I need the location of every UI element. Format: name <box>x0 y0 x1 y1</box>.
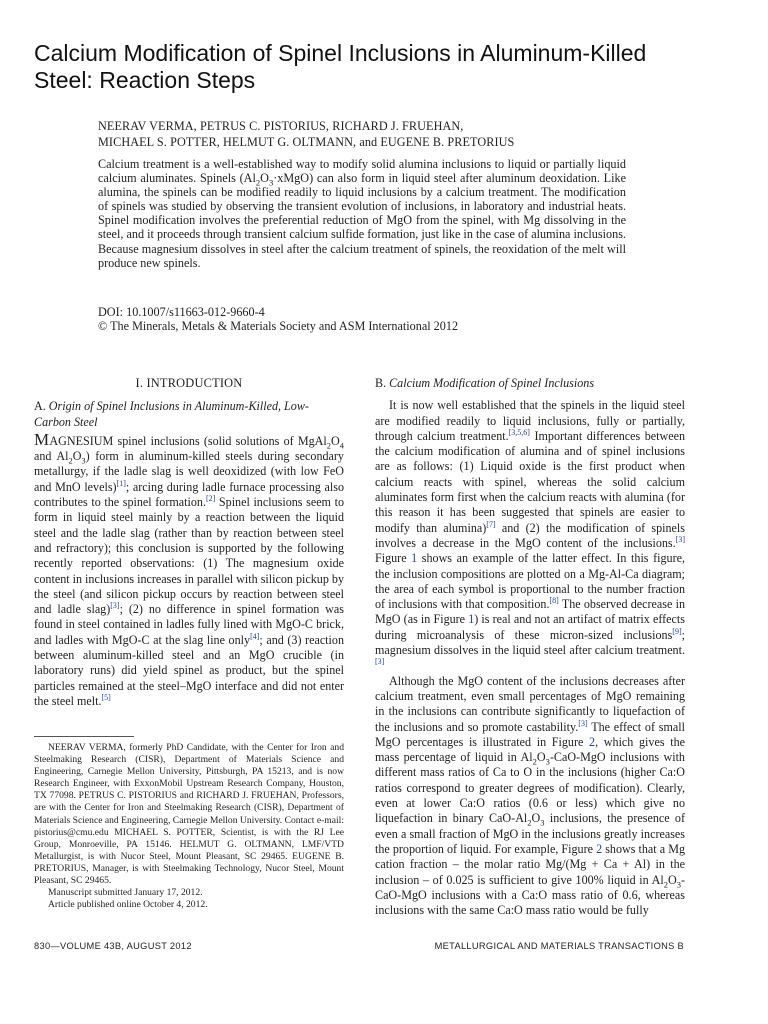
body-text: ; magnesium dissolves in the liquid steel after calcium treatment. <box>375 627 685 658</box>
title-line-1: Calcium Modification of Spinel Inclusions in Aluminum-Killed <box>34 40 647 66</box>
body-text: The observed decrease in MgO (as in Figure <box>375 597 685 627</box>
body-text: AGNESIUM <box>49 433 114 448</box>
body-text: spinel inclusions (solid solutions of MgAl <box>113 433 327 448</box>
left-column <box>34 376 344 709</box>
figure-link[interactable]: 2 <box>589 734 596 749</box>
citation-link[interactable]: [7] <box>486 519 496 529</box>
body-text: -CaO-MgO inclusions with a Ca:O mass ratio of 0.6, whereas inclusions with the same Ca:O mass ratio would be fully <box>375 872 685 918</box>
subsection-heading-a <box>34 399 344 430</box>
body-text: inclusions, the presence of even a small fraction of MgO in the inclusions greatly increases the proportion of liquid. For example, Figure <box>375 811 685 856</box>
body-text: ; arcing during ladle furnace processing also contributes to the spinel formation. <box>34 479 344 510</box>
body-text: Spinel inclusions seem to form in liquid steel mainly by a reaction between the liquid steel and the ladle slag (rather than by reaction between steel and refractory); this conclusion is supported by the following recently reported observations: (1) The magnesium oxide content in inclusions increases in parallel with silicon pickup by the steel (and silicon pickup occurs by reaction between steel and ladle slag) <box>34 495 345 617</box>
citation-link[interactable]: [3] <box>675 534 685 544</box>
body-text: shows that a Mg cation fraction – the molar ratio Mg/(Mg + Ca + Al) in the inclusion – of 0.025 is sufficient to give 100% liquid in Al <box>375 841 685 887</box>
subscript: 3 <box>268 177 274 188</box>
author-affiliations-footnote <box>34 742 344 911</box>
subscript: 2 <box>255 177 261 188</box>
citation-link[interactable]: [4] <box>250 631 260 641</box>
citation-link[interactable]: [3] <box>375 657 385 667</box>
body-text: -CaO-MgO inclusions with different mass ratios of Ca to O in the inclusions (higher Ca:O ratios correspond to greater degrees of modification). Clearly, even at lower Ca:O ratios (0.6 or less) which give no liquefaction in binary CaO-Al <box>375 750 685 826</box>
body-text: O <box>331 433 340 448</box>
page-footer-journal: METALLURGICAL AND MATERIALS TRANSACTIONS B <box>434 941 684 951</box>
body-text: shows an example of the latter effect. In this figure, the inclusion compositions are plotted on a Mg-Al-Ca diagram; the area of each symbol is proportional to the number fraction of inclusions with that composition. <box>375 551 685 612</box>
abstract <box>98 157 626 270</box>
body-text: O <box>72 449 82 464</box>
body-text: O <box>536 750 546 765</box>
subscript: 2 <box>532 756 537 767</box>
footnote-divider <box>34 736 134 737</box>
citation-link[interactable]: [3] <box>578 718 588 728</box>
intro-paragraph <box>34 429 345 709</box>
subscript: 2 <box>326 440 332 451</box>
copyright-notice: © The Minerals, Metals & Materials Society and ASM International 2012 <box>98 319 459 334</box>
citation-link[interactable]: [8] <box>549 596 559 606</box>
figure-link[interactable]: 2 <box>596 841 603 856</box>
doi-block <box>98 305 598 333</box>
figure-link[interactable]: 1 <box>411 551 418 566</box>
author-list <box>98 118 658 150</box>
body-text: ; (2) no difference in spinel formation was found in steel contained in ladles fully lined with MgO-C brick, and ladles with MgO-C at the slag line only <box>34 602 344 647</box>
subscript: 2 <box>663 878 668 889</box>
figure-link[interactable]: 1 <box>468 612 475 627</box>
body-text: Important differences between the calcium modification of alumina and of spinel inclusions are as follows: (1) Liquid oxide is the first product when calcium reacts with spinel, whereas the solid calcium aluminates form first when the calcium reacts with alumina (for this reason it has been suggested that spinels are easier to modify than alumina) <box>375 428 686 535</box>
authors-line-2: MICHAEL S. POTTER, HELMUT G. OLTMANN, and EUGENE B. PRETORIUS <box>98 135 515 149</box>
subscript: 4 <box>339 440 344 451</box>
body-paragraph-2 <box>375 674 685 919</box>
subscript: 2 <box>68 455 73 466</box>
citation-link[interactable]: [1] <box>116 478 126 488</box>
body-text: It is now well established that the spinels in the liquid steel are modified readily to liquid inclusions, fully or partially, through calcium treatment. <box>375 398 685 443</box>
body-text: Figure <box>375 551 412 566</box>
published-date: Article published online October 4, 2012. <box>48 899 208 911</box>
body-text: and (2) the modification of spinels involves a decrease in the MgO content of the inclusions. <box>375 520 685 550</box>
abstract-text: ·xMgO) can also form in liquid steel after aluminum deoxidation. Like alumina, the spinels can be modified readily to liquid inclusions by a calcium treatment. The modification of spinels was studied by observing the transient evolution of inclusions, in laboratory and industrial heats. Spinel modification involves the preferential reduction of MgO from the spinel, with Mg dissolving in the steel, and it proceeds through transient calcium sulfide formation, just like in the case of alumina inclusions. Because magnesium dissolves in steel after the calcium treatment of spinels, the reoxidation of the melt will produce new spinels. <box>98 171 626 270</box>
body-paragraph-1 <box>375 398 685 673</box>
citation-link[interactable]: [9] <box>672 626 682 636</box>
body-text: The effect of small MgO percentages is illustrated in Figure <box>375 719 685 749</box>
subsection-heading-b <box>375 376 685 391</box>
body-text: O <box>531 811 541 826</box>
subscript: 3 <box>676 878 681 889</box>
subscript: 3 <box>545 756 550 767</box>
paper-title <box>34 40 734 94</box>
citation-link[interactable]: [3] <box>110 601 120 611</box>
right-column <box>375 376 685 918</box>
citation-link[interactable]: [5] <box>101 692 111 702</box>
section-heading-introduction: I. INTRODUCTION <box>135 376 243 390</box>
body-text: and Al <box>34 449 69 464</box>
authors-line-1: NEERAV VERMA, PETRUS C. PISTORIUS, RICHARD J. FRUEHAN, <box>98 119 464 133</box>
body-text: ; and (3) reaction between aluminum-killed steel and an MgO crucible (in laboratory runs) did yield spinel as product, but the spinel particles remained at the steel–MgO interface and did not enter the steel melt. <box>34 632 344 708</box>
affiliations-text: NEERAV VERMA, formerly PhD Candidate, with the Center for Iron and Steelmaking Research (CISR), Department of Materials Science and Engineering, Carnegie Mellon University, Pittsburgh, PA 15213, and is now Research Engineer, with ExxonMobil Upstream Research Company, Houston, TX 77098. PETRUS C. PISTORIUS and RICHARD J. FRUEHAN, Professors, are with the Center for Iron and Steelmaking Research (CISR), Department of Materials Science and Engineering, Carnegie Mellon University. Contact e-mail: pistorius@cmu.edu MICHAEL S. POTTER, Scientist, is with the RJ Lee Group, Monroeville, PA 15146. HELMUT G. OLTMANN, LMF/VTD Metallurgist, is with Nucor Steel, Mount Pleasant, SC 29465. EUGENE B. PRETORIUS, Manager, is with Steelmaking Technology, Nucor Steel, Mount Pleasant, SC 29465. <box>34 742 345 887</box>
title-line-2: Steel: Reaction Steps <box>34 67 256 93</box>
abstract-text: O <box>260 171 269 186</box>
body-text: ) form in aluminum-killed steels during secondary metallurgy, if the ladle slag is well deoxidized (with low FeO and MnO levels) <box>34 449 344 494</box>
subsection-title: Origin of Spinel Inclusions in Aluminum-Killed, Low-Carbon Steel <box>34 399 309 429</box>
subsection-title: Calcium Modification of Spinel Inclusions <box>386 376 595 390</box>
body-text: O <box>667 872 677 887</box>
abstract-text: Calcium treatment is a well-established way to modify solid alumina inclusions to liquid or partially liquid calcium aluminates. Spinels (Al <box>98 157 626 186</box>
subscript: 3 <box>81 455 86 466</box>
body-text: , which gives the mass percentage of liquid in Al <box>375 734 685 765</box>
submitted-date: Manuscript submitted January 17, 2012. <box>48 887 203 899</box>
subsection-label: A. <box>34 399 46 414</box>
body-text: ) is real and not an artifact of matrix effects during microanalysis of these micron-sized inclusions <box>375 612 685 642</box>
doi-link[interactable]: DOI: 10.1007/s11663-012-9660-4 <box>98 305 265 319</box>
body-text: Although the MgO content of the inclusions decreases after calcium treatment, even small percentages of MgO remaining in the inclusions can contribute significantly to liquefaction of the inclusions and so promote castability. <box>375 673 685 734</box>
citation-link[interactable]: [3,5,6] <box>508 427 530 437</box>
subscript: 2 <box>527 817 532 828</box>
subscript: 3 <box>540 817 545 828</box>
citation-link[interactable]: [2] <box>205 494 216 504</box>
drop-cap: M <box>34 429 50 449</box>
subsection-label: B. <box>375 376 387 390</box>
page-footer-volume: 830—VOLUME 43B, AUGUST 2012 <box>34 941 192 951</box>
